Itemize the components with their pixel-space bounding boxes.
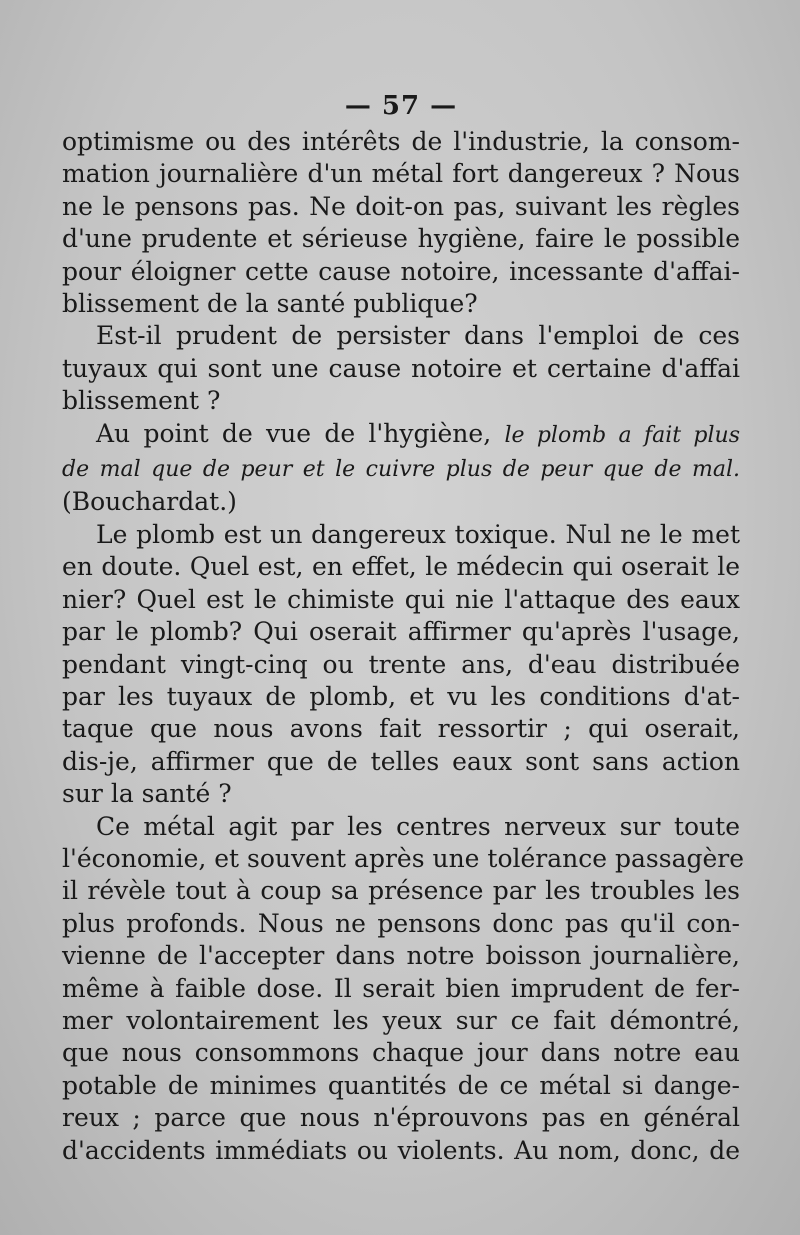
text-line: pour éloigner cette cause notoire, incessante d'affai- <box>62 256 740 286</box>
paragraph-5 <box>62 811 745 1167</box>
text-line: Est-il prudent de persister dans l'emploi de ces <box>96 321 740 351</box>
text-line: reux ; parce que nous n'éprouvons pas en général <box>62 1103 740 1133</box>
text-line: Ce métal agit par les centres nerveux sur toute <box>96 811 740 841</box>
text-line: d'une prudente et sérieuse hygiène, faire le possible <box>62 224 740 254</box>
text-line: ne le pensons pas. Ne doit-on pas, suivant les règles <box>62 191 740 221</box>
text-line: Le plomb est un dangereux toxique. Nul ne le met <box>96 519 740 549</box>
text-line: même à faible dose. Il serait bien imprudent de fer- <box>62 973 740 1003</box>
italic-quote: le plomb a fait plus <box>504 422 740 448</box>
text-line: l'économie, et souvent après une tolérance passagère <box>62 843 745 873</box>
text-line: mation journalière d'un métal fort dangereux ? Nous <box>62 159 740 189</box>
text-line: plus profonds. Nous ne pensons donc pas qu'il con- <box>62 908 740 938</box>
text-line: dis-je, affirmer que de telles eaux sont sans action <box>62 746 740 776</box>
text-line: sur la santé ? <box>62 779 232 809</box>
quote-intro: Au point de vue de l'hygiène, <box>96 418 505 448</box>
text-line: par le plomb? Qui oserait affirmer qu'après l'usage, <box>62 617 740 647</box>
text-line: en doute. Quel est, en effet, le médecin qui oserait le <box>62 552 740 582</box>
page-number: — 57 — <box>344 91 458 121</box>
paragraph-3-quote <box>62 418 740 519</box>
paragraph-1 <box>62 126 740 320</box>
text-line: mer volontairement les yeux sur ce fait démontré, <box>62 1005 740 1035</box>
text-line: nier? Quel est le chimiste qui nie l'attaque des eaux <box>62 584 740 614</box>
text-line: taque que nous avons fait ressortir ; qui oserait, <box>62 714 740 744</box>
italic-quote: de mal que de peur et le cuivre plus de peur que de mal. <box>62 457 740 483</box>
text-line <box>62 418 740 452</box>
text-line: optimisme ou des intérêts de l'industrie, la consom- <box>62 127 740 156</box>
text-line: potable de minimes quantités de ce métal si dange- <box>62 1070 740 1100</box>
text-line: blissement ? <box>62 386 221 416</box>
paragraph-4 <box>62 519 740 811</box>
text-line: tuyaux qui sont une cause notoire et certaine d'affai <box>62 353 740 383</box>
paragraph-2 <box>62 320 740 417</box>
text-line: vienne de l'accepter dans notre boisson journalière, <box>62 941 740 971</box>
text-line <box>62 452 740 486</box>
text-line: il révèle tout à coup sa présence par les troubles les <box>62 876 740 906</box>
text-line: d'accidents immédiats ou violents. Au nom, donc, de <box>62 1135 740 1165</box>
text-line: blissement de la santé publique? <box>62 289 478 319</box>
text-line: que nous consommons chaque jour dans notre eau <box>62 1038 740 1068</box>
quote-attribution: (Bouchardat.) <box>62 487 237 517</box>
text-line: pendant vingt-cinq ou trente ans, d'eau distribuée <box>62 649 740 679</box>
text-line: par les tuyaux de plomb, et vu les conditions d'at- <box>62 681 740 711</box>
